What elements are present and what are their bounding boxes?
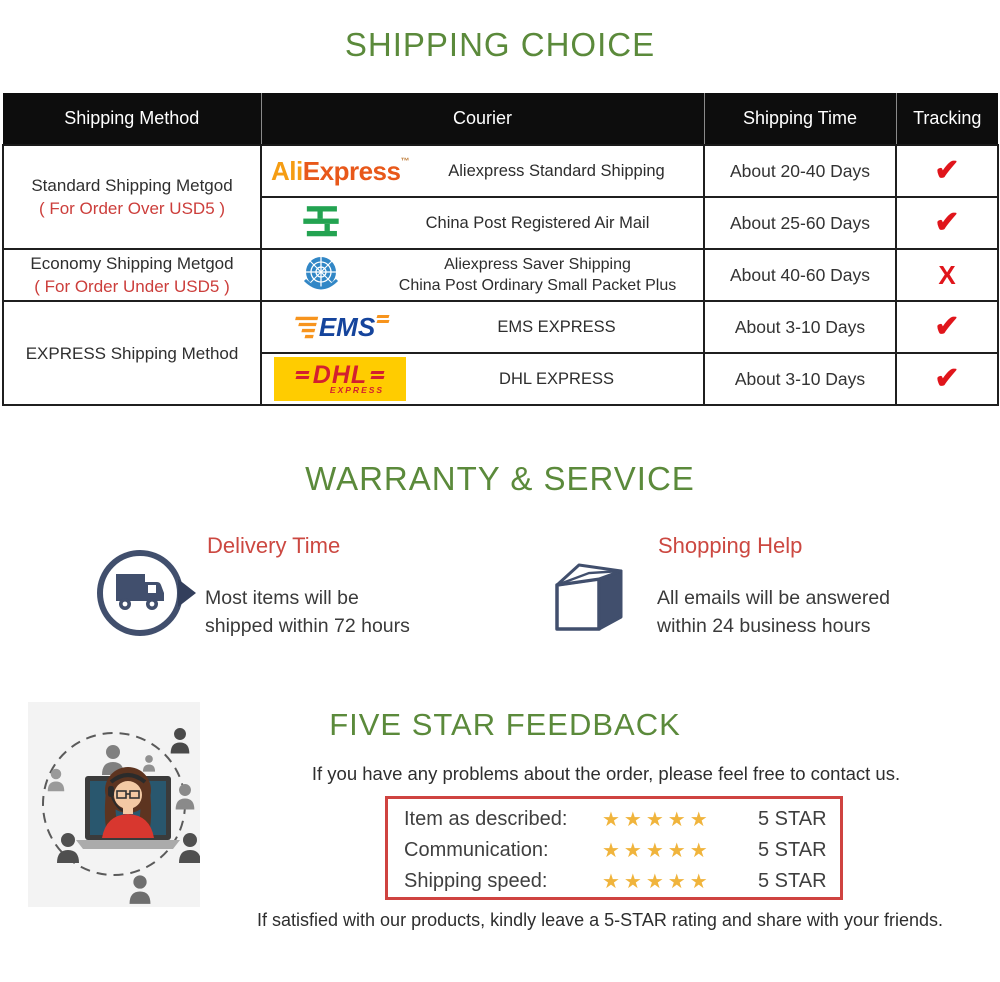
ems-dashes (377, 313, 389, 325)
help-line2: within 24 business hours (657, 614, 871, 637)
feedback-row (404, 866, 840, 897)
feedback-rating-box (385, 796, 843, 900)
courier-name: DHL EXPRESS (499, 369, 614, 388)
aliexpress-logo-express: Express (302, 155, 401, 186)
shopping-help-title: Shopping Help (658, 533, 803, 558)
feedback-outro-text: If satisfied with our products, kindly leave a 5-STAR rating and share with your friends. (257, 910, 943, 930)
trademark-mark: ™ (400, 155, 409, 166)
courier-line1: Aliexpress Saver Shipping (444, 256, 631, 273)
header-shipping-time: Shipping Time (704, 93, 896, 145)
feedback-rating: 5 STAR (758, 808, 827, 830)
package-box-icon (543, 541, 631, 635)
header-tracking: Tracking (896, 93, 998, 145)
header-courier: Courier (261, 93, 704, 145)
customer-service-illustration (28, 702, 200, 907)
courier-saver-cell (261, 249, 704, 301)
feedback-label: Item as described: (404, 808, 568, 830)
courier-ems-cell (261, 301, 704, 353)
dhl-logo (266, 357, 414, 401)
five-stars-icon: ★★★★★ (602, 871, 712, 893)
dhl-dashes-left (296, 369, 309, 381)
method-name: Economy Shipping Metgod (30, 254, 234, 273)
tracking-check-icon: ✔ (896, 145, 998, 197)
shipping-time: About 40-60 Days (704, 249, 896, 301)
feedback-row (404, 835, 840, 866)
courier-chinapost-cell (261, 197, 704, 249)
courier-name (376, 254, 699, 296)
courier-name: China Post Registered Air Mail (425, 213, 650, 232)
shopping-help-text (657, 585, 890, 640)
method-name: EXPRESS Shipping Method (25, 343, 239, 363)
five-star-feedback-title: FIVE STAR FEEDBACK (329, 707, 681, 742)
table-row (3, 249, 998, 301)
warranty-service-title: WARRANTY & SERVICE (305, 460, 695, 497)
feedback-intro-text: If you have any problems about the order, please feel free to contact us. (311, 763, 901, 784)
courier-name: Aliexpress Standard Shipping (448, 161, 665, 180)
ems-wing-icon (291, 314, 319, 340)
shipping-choice-title: SHIPPING CHOICE (344, 26, 656, 63)
courier-dhl-cell (261, 353, 704, 405)
tracking-check-icon: ✔ (896, 197, 998, 249)
delivery-line2: shipped within 72 hours (205, 614, 410, 637)
courier-name: EMS EXPRESS (497, 317, 616, 336)
shipping-time: About 3-10 Days (704, 301, 896, 353)
five-stars-icon: ★★★★★ (602, 840, 712, 862)
dhl-logo-text: DHL (312, 360, 368, 389)
five-stars-icon: ★★★★★ (602, 809, 712, 831)
courier-line2: China Post Ordinary Small Packet Plus (398, 277, 677, 294)
method-standard-cell (3, 145, 261, 249)
delivery-time-text (205, 585, 410, 640)
tracking-cross-icon: X (896, 249, 998, 301)
table-row (3, 301, 998, 353)
un-logo-icon (266, 253, 376, 297)
table-row (3, 145, 998, 197)
aliexpress-logo-ali: Ali (271, 155, 303, 186)
delivery-truck-icon (93, 546, 197, 640)
shipping-time: About 3-10 Days (704, 353, 896, 405)
dhl-dashes-right (371, 369, 384, 381)
shipping-table (2, 93, 997, 406)
method-note: ( For Order Under USD5 ) (34, 277, 230, 296)
method-economy-cell (3, 249, 261, 301)
feedback-rating: 5 STAR (758, 870, 827, 892)
feedback-row (404, 804, 840, 835)
method-express-cell (3, 301, 261, 405)
aliexpress-logo (266, 156, 414, 187)
feedback-rating: 5 STAR (758, 839, 827, 861)
china-post-logo-icon (266, 202, 376, 244)
ems-logo-text: EMS (318, 311, 376, 342)
method-note: ( For Order Over USD5 ) (38, 199, 226, 218)
delivery-time-title: Delivery Time (207, 533, 341, 558)
shipping-time: About 20-40 Days (704, 145, 896, 197)
header-shipping-method: Shipping Method (3, 93, 261, 145)
method-name: Standard Shipping Metgod (31, 176, 233, 195)
ems-logo (266, 312, 414, 343)
tracking-check-icon: ✔ (896, 301, 998, 353)
dhl-express-text: EXPRESS (329, 384, 385, 395)
delivery-line1: Most items will be (205, 587, 359, 609)
shipping-time: About 25-60 Days (704, 197, 896, 249)
table-header-row (3, 93, 998, 145)
feedback-label: Shipping speed: (404, 870, 548, 892)
feedback-label: Communication: (404, 839, 549, 861)
courier-aliexpress-cell (261, 145, 704, 197)
help-line1: All emails will be answered (657, 587, 891, 609)
tracking-check-icon: ✔ (896, 353, 998, 405)
